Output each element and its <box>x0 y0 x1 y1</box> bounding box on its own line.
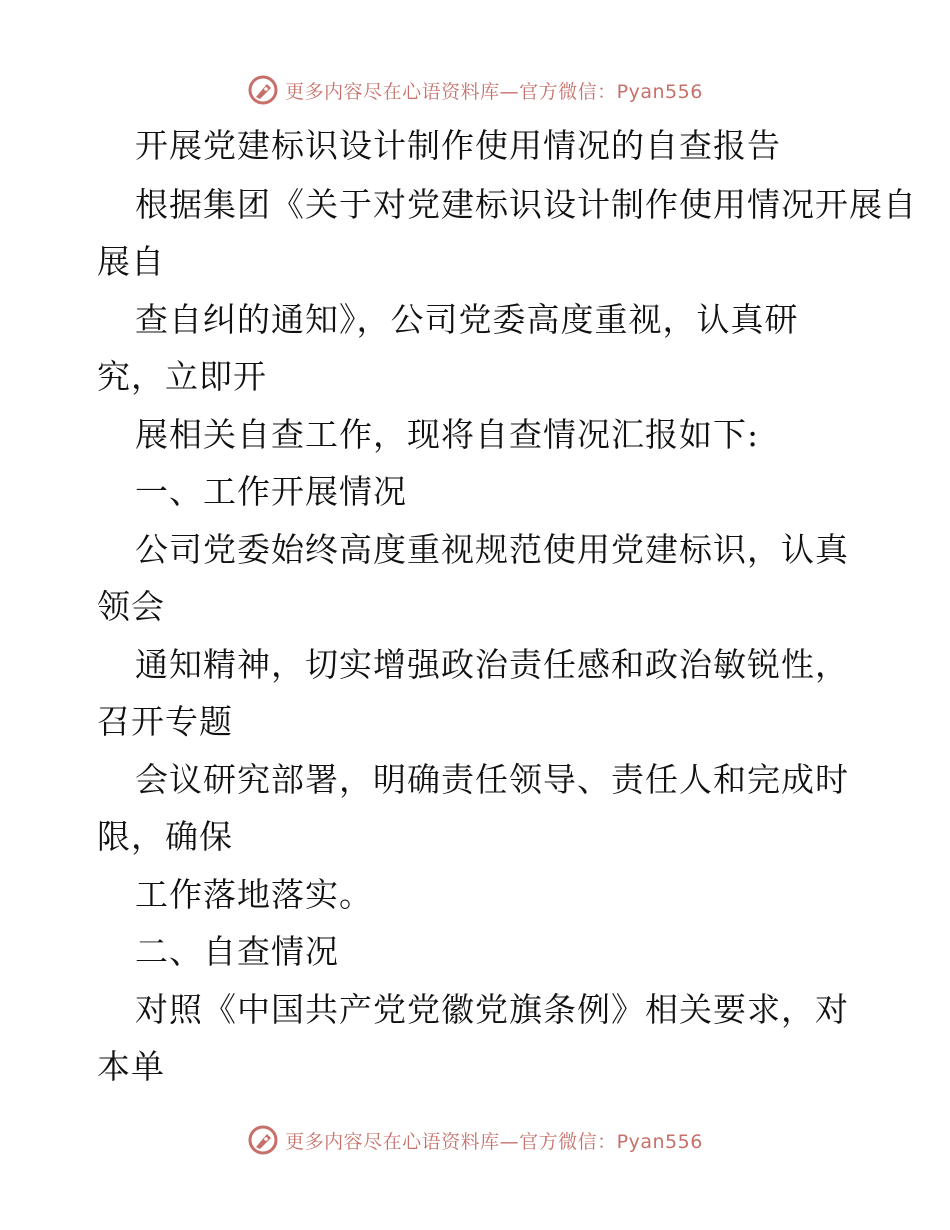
watermark-text: 更多内容尽在心语资料库—官方微信：Pyan556 <box>285 80 703 103</box>
section-heading: 二、自查情况 <box>135 932 339 971</box>
pen-nib-seal-icon <box>247 74 279 106</box>
paragraph-line: 工作落地落实。 <box>135 875 373 914</box>
footer-watermark <box>0 1120 950 1160</box>
paragraph-line: 限，确保 <box>97 817 233 856</box>
paragraph-line: 展自 <box>97 242 165 281</box>
paragraph-line: 根据集团《关于对党建标识设计制作使用情况开展自 <box>135 185 917 224</box>
paragraph-line: 展相关自查工作，现将自查情况汇报如下: <box>135 415 760 454</box>
pen-nib-seal-icon <box>247 1124 279 1156</box>
section-heading: 一、工作开展情况 <box>135 472 407 511</box>
paragraph-line: 领会 <box>97 587 165 626</box>
paragraph-line: 召开专题 <box>97 702 233 741</box>
paragraph-line: 对照《中国共产党党徽党旗条例》相关要求，对 <box>135 990 849 1029</box>
paragraph-line: 公司党委始终高度重视规范使用党建标识，认真 <box>135 530 849 569</box>
watermark-text: 更多内容尽在心语资料库—官方微信：Pyan556 <box>285 1130 703 1153</box>
header-watermark <box>0 70 950 110</box>
paragraph-line: 究，立即开 <box>97 357 267 396</box>
paragraph-line: 查自纠的通知》，公司党委高度重视，认真研 <box>135 300 799 339</box>
paragraph-line: 通知精神，切实增强政治责任感和政治敏锐性， <box>135 645 849 684</box>
paragraph-line: 会议研究部署，明确责任领导、责任人和完成时 <box>135 760 849 799</box>
document-title: 开展党建标识设计制作使用情况的自查报告 <box>135 126 781 165</box>
paragraph-line: 本单 <box>97 1047 165 1086</box>
